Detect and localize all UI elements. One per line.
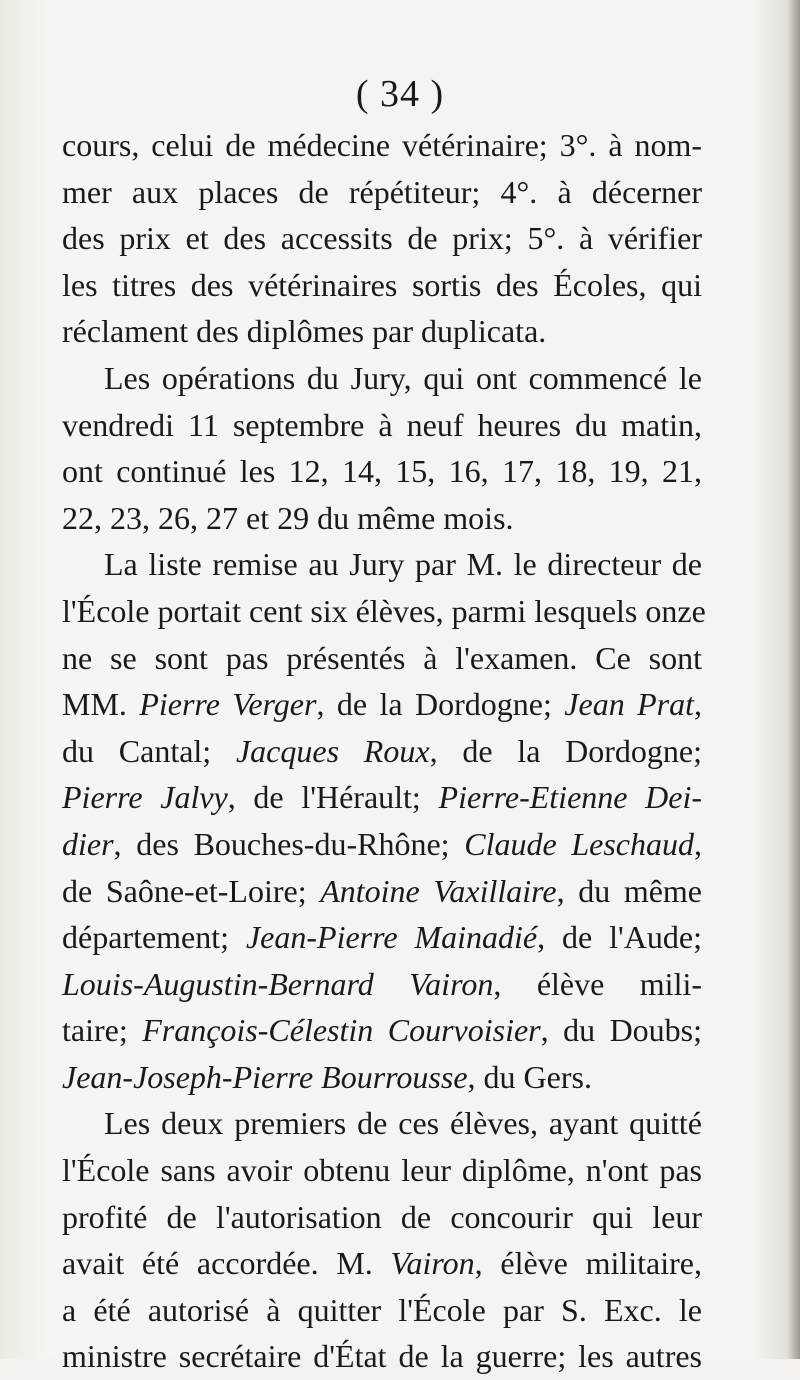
text-line: ne se sont pas présentés à l'examen. Ce sont [62,639,702,676]
text-line: les titres des vétérinaires sortis des Écoles, qui [62,266,702,303]
text-line: Jean-Joseph-Pierre Bourrousse, du Gers. [62,1058,592,1095]
text-line: réclament des diplômes par duplicata. [62,313,547,350]
text-line: dier, des Bouches-du-Rhône; Claude Leschaud, [62,825,702,862]
text-line: du Cantal; Jacques Roux, de la Dordogne; [62,732,703,769]
text-line: taire; François-Célestin Courvoisier, du Doubs; [62,1012,703,1049]
text-line: des prix et des accessits de prix; 5°. à vérifier [62,220,702,257]
text-line: l'École sans avoir obtenu leur diplôme, n'ont pas [62,1152,702,1189]
text-line: avait été accordée. M. Vairon, élève militaire, [62,1245,703,1282]
text-line: mer aux places de répétiteur; 4°. à décerner [62,173,702,210]
text-line: Pierre Jalvy, de l'Hérault; Pierre-Etienne Dei- [62,779,703,816]
page-number: ( 34 ) [355,73,445,115]
text-line: profité de l'autorisation de concourir qui leur [62,1198,702,1235]
body-text [62,122,706,1380]
text-line: l'École portait cent six élèves, parmi lesquels onze [62,592,706,629]
text-line: de Saône-et-Loire; Antoine Vaxillaire, du même [62,872,702,909]
text-line: cours, celui de médecine vétérinaire; 3°. à nom- [62,127,702,163]
text-line: vendredi 11 septembre à neuf heures du matin, [62,406,702,443]
text-line: ministre secrétaire d'État de la guerre; les autres [62,1338,702,1375]
text-line: MM. Pierre Verger, de la Dordogne; Jean Prat, [62,686,702,723]
text-line: ont continué les 12, 14, 15, 16, 17, 18, 19, 21, [62,453,702,490]
text-line: a été autorisé à quitter l'École par S. Exc. le [62,1291,702,1328]
text-line: département; Jean-Pierre Mainadié, de l'Aude; [62,919,703,956]
text-line: 22, 23, 26, 27 et 29 du même mois. [62,499,514,536]
text-line: Louis-Augustin-Bernard Vairon, élève mili- [62,965,703,1002]
page-edge-shadow [786,0,800,1359]
paragraph-start-line: Les deux premiers de ces élèves, ayant quitté [104,1105,702,1142]
paragraph-start-line: Les opérations du Jury, qui ont commencé le [104,359,702,396]
paragraph-start-line: La liste remise au Jury par M. le directeur de [104,546,702,583]
